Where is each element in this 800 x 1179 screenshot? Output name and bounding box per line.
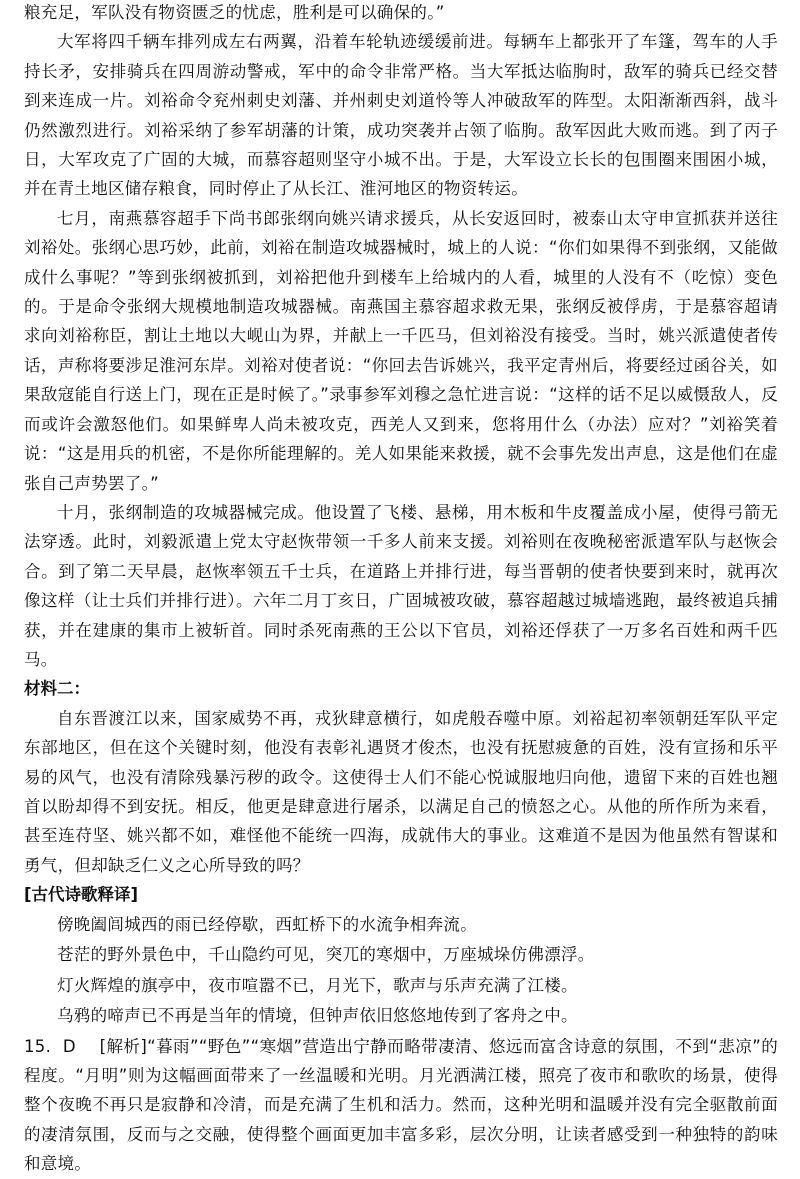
answer-block [24,1032,778,1179]
poem-line: 灯火辉煌的旗亭中，夜市喧嚣不已，月光下，歌声与乐声充满了江楼。 [57,975,578,995]
question-number: 15. [24,1036,52,1056]
poem-line: 苍茫的野外景色中，千山隐约可见，突兀的寒烟中，万座城垛仿佛漂浮。 [57,945,595,965]
answer-analysis: [解析]“暮雨”“野色”“寒烟”营造出宁静而略带凄清、悠远而富含诗意的氛围，不到“悲凉”的程度。“月明”则为这幅画面带来了一丝温暖和光明。月光洒满江楼，照亮了夜市和歌吹的场景，使得整个夜晚不再只是寂静和冷清，而是充满了生机和活力。然而，这种光明和温暖并没有完全驱散前面的凄清氛围，反而与之交融，使得整个画面更加丰富多彩，层次分明，让读者感受到一种独特的韵味和意境。 [24,1036,779,1174]
material-two-text: 自东晋渡江以来，国家威势不再，戎狄肆意横行，如虎般吞噬中原。刘裕起初率领朝廷军队平定东部地区，但在这个关键时刻，他没有表彰礼遇贤才俊杰，也没有抚慰疲惫的百姓，没有宣扬和乐平易的风气，也没有清除残暴污秽的政令。这使得士人们不能心悦诚服地归向他，遗留下来的百姓也翘首以盼却得不到安抚。相反，他更是肆意进行屠杀，以满足自己的愤怒之心。从他的所作所为来看，甚至连苻坚、姚兴都不如，难怪他不能统一四海，成就伟大的事业。这难道不是因为他虽然有智谋和勇气，但却缺乏仁义之心所导致的吗？ [24,708,778,875]
answer-choice: D [62,1036,76,1056]
poem-translation-heading: [古代诗歌释译] [24,885,139,905]
paragraph-continued: 粮充足，军队没有物资匮乏的忧虑，胜利是可以确保的。” [24,3,445,22]
paragraph-march: 大军将四千辆车排列成左右两翼，沿着车轮轨迹缓缓前进。每辆车上都张开了车篷，驾车的人手持长矛，安排骑兵在四周游动警戒，军中的命令非常严格。当大军抵达临朐时，敌军的骑兵已经交替到来连成一片。刘裕命令兖州刺史刘藩、并州刺史刘道怜等人冲破敌军的阵型。太阳渐渐西斜，战斗仍然激烈进行。刘裕采纳了参军胡藩的计策，成功突袭并占领了临朐。敌军因此大败而逃。到了丙子日，大军攻克了广固的大城，而慕容超则坚守小城不出。于是，大军设立长长的包围圈来围困小城，并在青土地区储存粮食，同时停止了从长江、淮河地区的物资转运。 [24,32,778,199]
poem-line: 傍晚阖闾城西的雨已经停歇，西虹桥下的水流争相奔流。 [57,914,477,934]
paragraph-october: 十月，张纲制造的攻城器械完成。他设置了飞楼、悬梯，用木板和牛皮覆盖成小屋，使得弓箭无法穿透。此时，刘毅派遣上党太守赵恢带领一千多人前来支援。刘裕则在夜晚秘密派遣军队与赵恢会合。到了第二天早晨，赵恢率领五千士兵，在道路上并排行进，每当晋朝的使者快要到来时，就再次像这样（让士兵们并排行进）。六年二月丁亥日，广固城被攻破，慕容超越过城墙逃跑，最终被追兵捕获，并在建康的集市上被斩首。同时杀死南燕的王公以下官员，刘裕还俘获了一万多名百姓和两千匹马。 [24,502,778,669]
material-two-heading: 材料二： [24,679,90,699]
paragraph-july: 七月，南燕慕容超手下尚书郎张纲向姚兴请求援兵，从长安返回时，被泰山太守申宣抓获并送往刘裕处。张纲心思巧妙，此前，刘裕在制造攻城器械时，城上的人说：“你们如果得不到张纲，又能做成什么事呢？”等到张纲被抓到，刘裕把他升到楼车上给城内的人看，城里的人没有不（吃惊）变色的。于是命令张纲大规模地制造攻城器械。南燕国主慕容超求救无果，张纲反被俘虏，于是慕容超请求向刘裕称臣，割让土地以大岘山为界，并献上一千匹马，但刘裕没有接受。当时，姚兴派遣使者传话，声称将要涉足淮河东岸。刘裕对使者说：“你回去告诉姚兴，我平定青州后，将要经过函谷关，如果敌寇能自行送上门，现在正是时候了。”录事参军刘穆之急忙进言说：“这样的话不足以威慑敌人，反而或许会激怒他们。如果鲜卑人尚未被攻克，西羌人又到来，您将用什么（办法）应对？”刘裕笑着说：“这是用兵的机密，不是你所能理解的。羌人如果能来救援，就不会事先发出声息，这是他们在虚张自己声势罢了。” [24,208,778,493]
poem-line: 乌鸦的啼声已不再是当年的情境，但钟声依旧悠悠地传到了客舟之中。 [57,1006,578,1026]
